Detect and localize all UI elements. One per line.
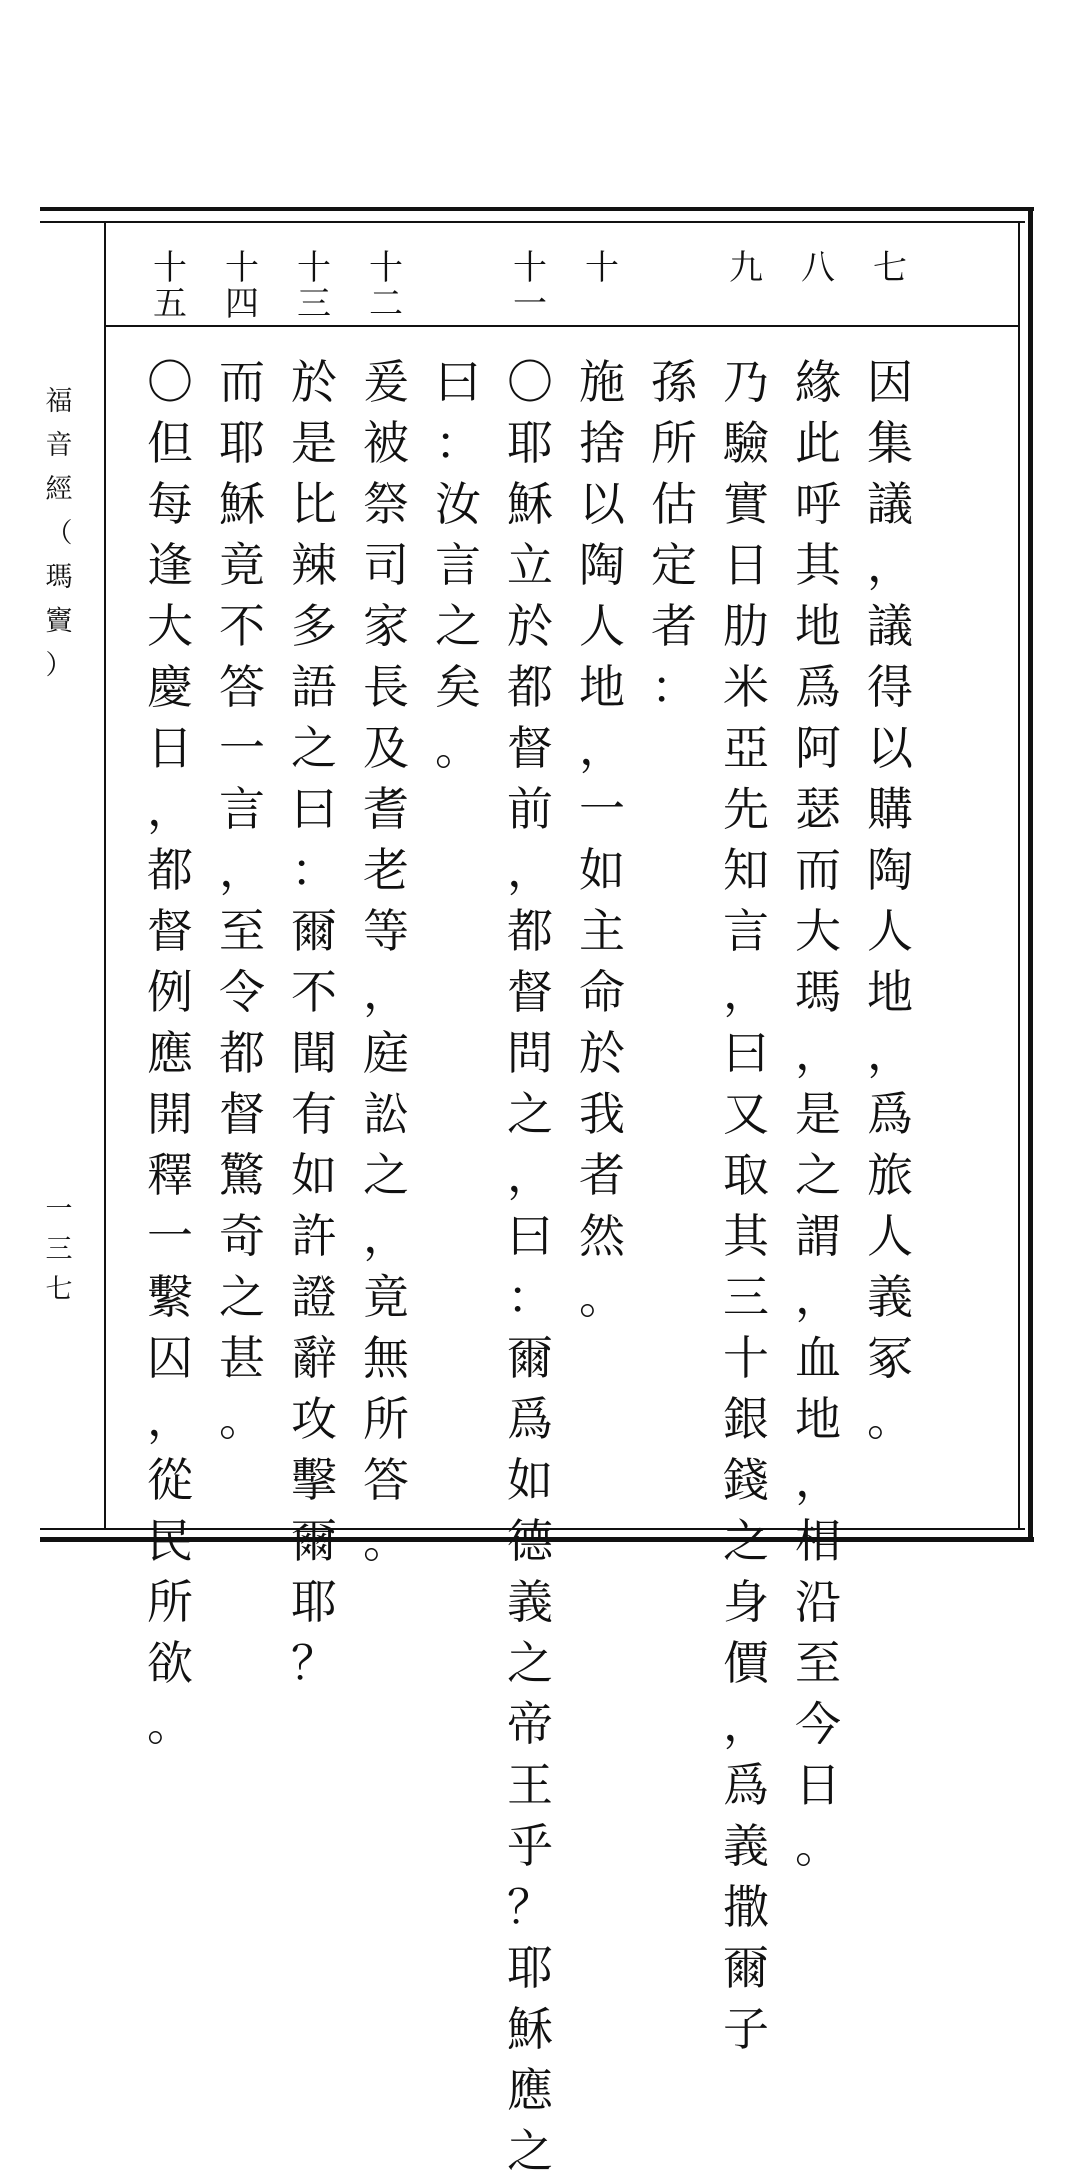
verse-text: 爰 被 祭 司 家 長 及 耆 老 等 ， 庭 訟 之 ， 竟 無 所 答 。: [363, 355, 409, 1568]
verse-text: 〇 但 每 逢 大 慶 日 ， 都 督 例 應 開 釋 一 繫 囚 ， 從 民 所 欲 。: [147, 355, 193, 1751]
frame-top-border: [40, 207, 1034, 211]
verse-text: 於 是 比 辣 多 語 之 曰 ： 爾 不 聞 有 如 許 證 辭 攻 擊 爾 耶 ？: [291, 355, 337, 1690]
verse-number: 八: [801, 248, 835, 288]
frame-left-border: [104, 221, 106, 1530]
verse-text: 而 耶 穌 竟 不 答 一 言 ， 至 令 都 督 驚 奇 之 甚 。: [219, 355, 265, 1446]
running-title: 福 音 經 （ 瑪 竇 ）: [45, 386, 73, 681]
verse-number: 九: [729, 248, 763, 288]
verse-text: 乃 驗 實 日 肋 米 亞 先 知 言 ， 曰 又 取 其 三 十 銀 錢 之 身 價 ， 爲 義 撒 爾 子: [723, 355, 769, 2056]
verse-number: 十 三: [297, 248, 331, 324]
verse-number-divider: [106, 325, 1018, 327]
verse-text: 緣 此 呼 其 地 爲 阿 瑟 而 大 瑪 ， 是 之 謂 ， 血 地 ， 相 沿 至 今 日 。: [795, 355, 841, 1873]
page-number: 一 三 七: [45, 1194, 73, 1305]
verse-text: 因 集 議 ， 議 得 以 購 陶 人 地 ， 爲 旅 人 義 冢 。: [867, 355, 913, 1446]
frame-right-inner-border: [1018, 221, 1020, 1530]
verse-number: 十 五: [153, 248, 187, 324]
verse-text: 〇 耶 穌 立 於 都 督 前 ， 都 督 問 之 ， 曰 ： 爾 爲 如 德 義 之 帝 王 乎 ？ 耶 穌 應 之: [507, 355, 553, 2178]
verse-number: 七: [873, 248, 907, 288]
verse-text: 曰 ： 汝 言 之 矣 。: [435, 355, 481, 775]
verse-number: 十 二: [369, 248, 403, 324]
verse-number: 十: [585, 248, 619, 288]
verse-number: 十 一: [513, 248, 547, 324]
frame-right-border: [1028, 207, 1033, 1542]
frame-top-inner-border: [40, 221, 1025, 223]
verse-text: 孫 所 估 定 者 ：: [651, 355, 697, 714]
verse-number: 十 四: [225, 248, 259, 324]
verse-text: 施 捨 以 陶 人 地 ， 一 如 主 命 於 我 者 然 。: [579, 355, 625, 1324]
